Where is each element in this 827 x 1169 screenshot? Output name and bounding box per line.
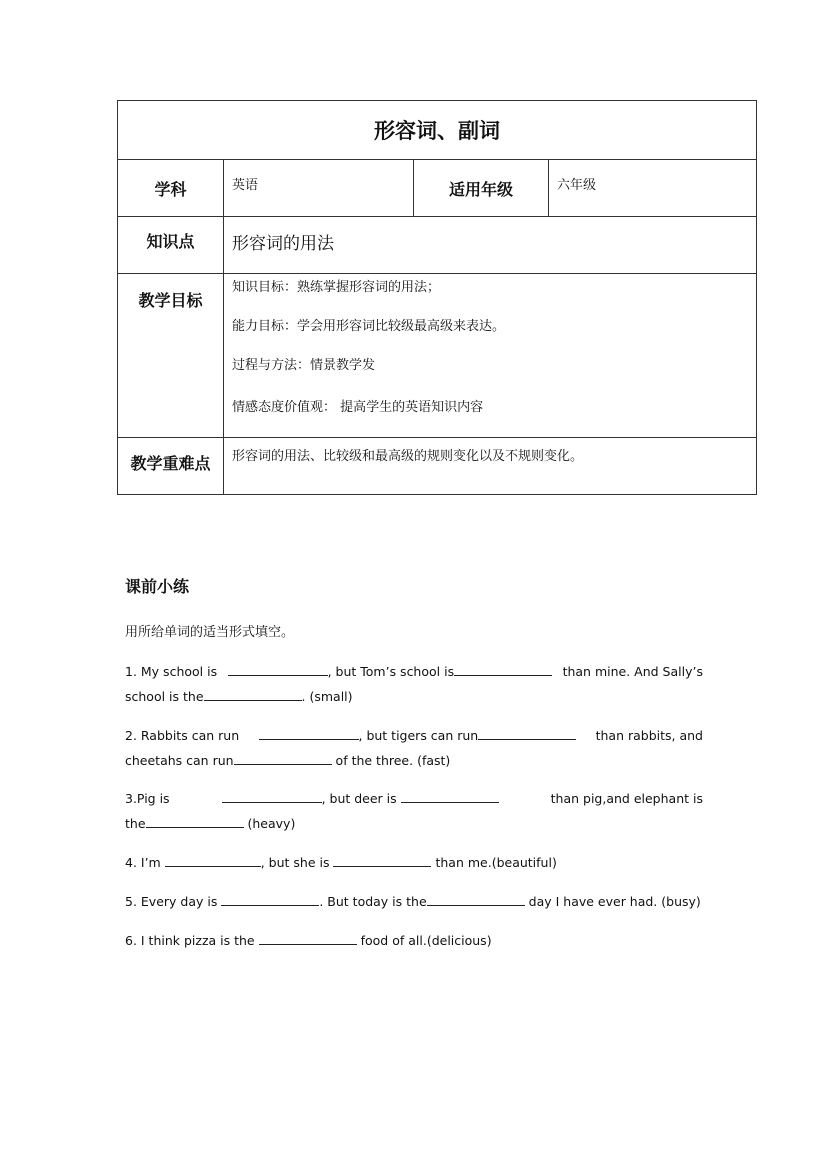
goals-label: 教学目标 [118,274,224,438]
lesson-title: 形容词、副词 [118,101,757,160]
question-4 [125,850,703,875]
q2-text-b: , but tigers can run [358,728,479,743]
goals-list [224,274,757,438]
grade-value: 六年级 [549,160,757,217]
q1-text-a: 1. My school is [125,664,218,679]
q1-blank-1[interactable] [228,660,328,676]
question-5 [125,889,703,914]
goal-item: 能力目标：学会用形容词比较级最高级来表达。 [232,319,506,334]
q5-blank-1[interactable] [221,890,319,906]
q4-text-a: 4. I’m [125,855,161,870]
q3-blank-1[interactable] [222,787,322,803]
q4-blank-1[interactable] [165,851,261,867]
q1-text-e: . (small) [301,689,353,704]
q3-text-a: 3.Pig is [125,791,170,806]
question-2 [125,723,703,773]
q2-text-a: 2. Rabbits can run [125,728,240,743]
question-3 [125,786,703,836]
q2-blank-3[interactable] [234,749,332,765]
subject-value: 英语 [224,160,414,217]
q3-text-c: than pig,and elephant is [550,791,703,806]
q5-blank-2[interactable] [427,890,525,906]
difficulty-label: 教学重难点 [118,438,224,495]
q2-blank-1[interactable] [259,724,359,740]
q4-text-b: , but she is [260,855,330,870]
q4-text-c: than me.(beautiful) [435,855,557,870]
subject-label: 学科 [118,160,224,217]
q4-blank-2[interactable] [333,851,431,867]
q6-text-b: food of all.(delicious) [360,933,492,948]
q1-text-b: , but Tom’s school is [327,664,455,679]
q1-blank-3[interactable] [204,685,302,701]
grade-label: 适用年级 [414,160,549,217]
q3-blank-2[interactable] [401,787,499,803]
q3-text-b: , but deer is [321,791,397,806]
knowledge-label: 知识点 [118,217,224,274]
q1-text-d: school is the [125,689,204,704]
q1-text-c: than mine. And Sally’s [562,664,703,679]
q6-blank-1[interactable] [259,929,357,945]
q1-blank-2[interactable] [454,660,552,676]
exercise-instruction: 用所给单词的适当形式填空。 [125,625,295,640]
goal-item: 过程与方法：情景教学发 [232,358,376,373]
q2-blank-2[interactable] [478,724,576,740]
goal-item: 情感态度价值观： 提高学生的英语知识内容 [232,400,484,415]
difficulty-value: 形容词的用法、比较级和最高级的规则变化以及不规则变化。 [224,438,757,495]
lesson-info-table [117,100,757,495]
q5-text-a: 5. Every day is [125,894,218,909]
q6-text-a: 6. I think pizza is the [125,933,255,948]
question-6 [125,928,703,953]
question-1 [125,659,703,709]
q2-text-d: cheetahs can run [125,753,234,768]
q5-text-b: . But today is the [319,894,427,909]
q5-text-c: day I have ever had. (busy) [528,894,701,909]
q3-blank-3[interactable] [146,812,244,828]
q2-text-c: than rabbits, and [595,728,703,743]
exercise-title: 课前小练 [125,577,190,596]
q3-text-d: the [125,816,146,831]
q3-text-e: (heavy) [247,816,296,831]
q2-text-e: of the three. (fast) [335,753,451,768]
goal-item: 知识目标：熟练掌握形容词的用法； [232,280,441,295]
knowledge-value: 形容词的用法 [224,217,757,274]
